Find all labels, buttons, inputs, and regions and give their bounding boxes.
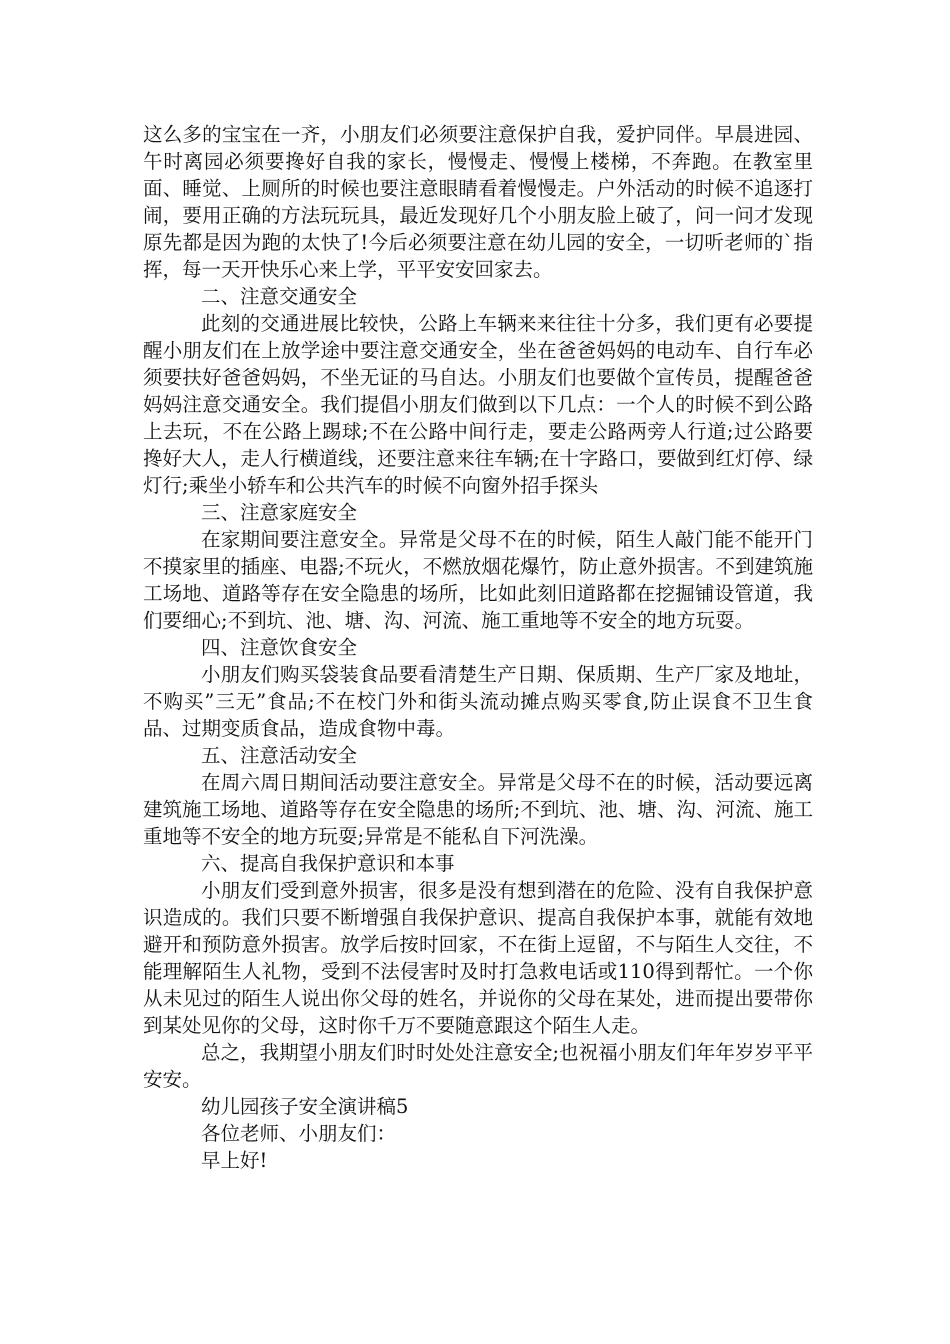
paragraph-traffic: 此刻的交通进展比较快，公路上车辆来来往往十分多，我们更有必要提醒小朋友们在上放学途中要注意交通安全，坐在爸爸妈妈的电动车、自行车必须要扶好爸爸妈妈，不坐无证的马自达。小朋友们也要做个宣传员，提醒爸爸妈妈注意交通安全。我们提倡小朋友们做到以下几点：一个人的时候不到公路上去玩，不在公路上踢球;不在公路中间行走，要走公路两旁人行道;过公路要搀好大人，走人行横道线，还要注意来往车辆;在十字路口，要做到红灯停、绿灯行;乘坐小轿车和公共汽车的时候不向窗外招手探头 <box>143 312 813 497</box>
paragraph-conclusion: 总之，我期望小朋友们时时处处注意安全;也祝福小朋友们年年岁岁平平安安。 <box>143 1041 813 1091</box>
document-body <box>143 121 813 1174</box>
paragraph-activity: 在周六周日期间活动要注意安全。异常是父母不在的时候，活动要远离建筑施工场地、道路等存在安全隐患的场所;不到坑、池、塘、沟、河流、施工重地等不安全的地方玩耍;异常是不能私自下河洗澡。 <box>143 771 813 848</box>
section-heading-food: 四、注意饮食安全 <box>201 636 358 659</box>
speech-title: 幼儿园孩子安全演讲稿5 <box>201 1095 409 1118</box>
paragraph-continued: 这么多的宝宝在一齐，小朋友们必须要注意保护自我，爱护同伴。早晨进园、午时离园必须要搀好自我的家长，慢慢走、慢慢上楼梯，不奔跑。在教室里面、睡觉、上厕所的时候也要注意眼睛看着慢慢走。户外活动的时候不追逐打闹，要用正确的方法玩玩具，最近发现好几个小朋友脸上破了，问一问才发现原先都是因为跑的太快了!今后必须要注意在幼儿园的安全，一切听老师的`指挥，每一天开快乐心来上学，平平安安回家去。 <box>143 123 813 281</box>
section-heading-home: 三、注意家庭安全 <box>201 501 358 524</box>
section-heading-self-protection: 六、提高自我保护意识和本事 <box>201 852 455 875</box>
section-heading-traffic: 二、注意交通安全 <box>201 285 358 308</box>
paragraph-self-protection: 小朋友们受到意外损害，很多是没有想到潜在的危险、没有自我保护意识造成的。我们只要不断增强自我保护意识、提高自我保护本事，就能有效地避开和预防意外损害。放学后按时回家，不在街上逗留，不与陌生人交往，不能理解陌生人礼物，受到不法侵害时及时打急救电话或110得到帮忙。一个你从未见过的陌生人说出你父母的姓名，并说你的父母在某处，进而提出要带你到某处见你的父母，这时你千万不要随意跟这个陌生人走。 <box>143 879 813 1037</box>
greeting: 早上好! <box>201 1149 268 1172</box>
paragraph-home: 在家期间要注意安全。异常是父母不在的时候，陌生人敲门能不能开门不摸家里的插座、电器;不玩火，不燃放烟花爆竹，防止意外损害。不到建筑施工场地、道路等存在安全隐患的场所，比如此刻旧道路都在挖掘铺设管道，我们要细心;不到坑、池、塘、沟、河流、施工重地等不安全的地方玩耍。 <box>143 528 813 632</box>
paragraph-food: 小朋友们购买袋装食品要看清楚生产日期、保质期、生产厂家及地址，不购买”三无”食品;不在校门外和街头流动摊点购买零食,防止误食不卫生食品、过期变质食品，造成食物中毒。 <box>143 663 813 740</box>
salutation: 各位老师、小朋友们： <box>201 1122 397 1145</box>
section-heading-activity: 五、注意活动安全 <box>201 744 358 767</box>
